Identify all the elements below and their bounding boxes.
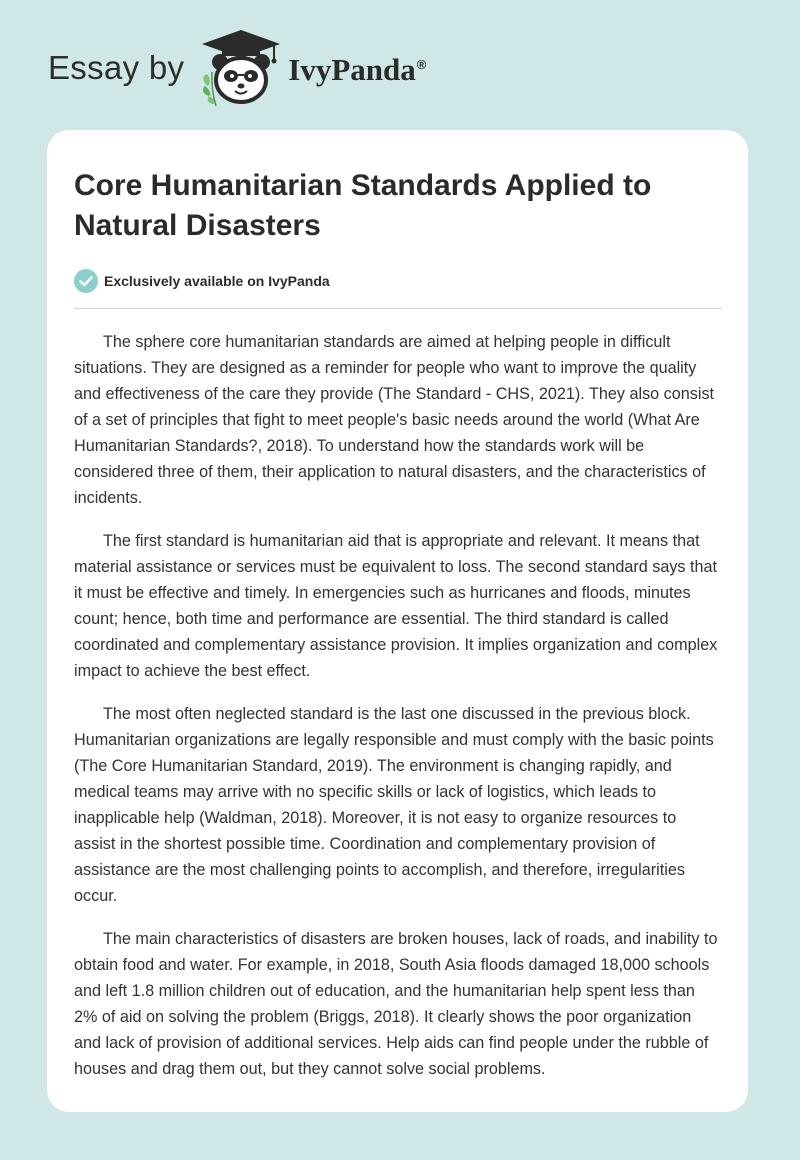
paragraph-4: The main characteristics of disasters are broken houses, lack of roads, and inability to obtain food and water. For example, in 2018, South Asia floods damaged 18,000 schools and left 1.8 million children out of education, and the humanitarian help spent less than 2% of aid on solving the problem (Briggs, 2018). It clearly shows the poor organization and lack of provision of additional services. Help aids can find people under the rubble of houses and drag them out, but they cannot solve social problems. xyxy=(74,930,718,1078)
paragraph-2: The first standard is humanitarian aid that is appropriate and relevant. It means that material assistance or services must be equivalent to loss. The second standard says that it must be effective and timely. In emergencies such as hurricanes and floods, minutes count; hence, both time and performance are essential. The third standard is called coordinated and complementary assistance provision. It implies organization and complex impact to achieve the best effect. xyxy=(74,532,718,680)
brand-header[interactable] xyxy=(48,28,426,108)
article-body xyxy=(74,329,722,1082)
check-circle-icon xyxy=(74,269,98,293)
paragraph-1: The sphere core humanitarian standards are aimed at helping people in difficult situations. They are designed as a reminder for people who want to improve the quality and effectiveness of the care they provide (The Standard - CHS, 2021). They also consist of a set of principles that fight to meet people's basic needs around the world (What Are Humanitarian Standards?, 2018). To understand how the standards work will be considered three of them, their application to natural disasters, and the characteristics of incidents. xyxy=(74,333,715,507)
exclusive-badge xyxy=(74,266,722,296)
exclusive-badge-label: Exclusively available on IvyPanda xyxy=(104,273,330,289)
article-card xyxy=(47,130,748,1112)
panda-logo-icon xyxy=(198,28,284,108)
brand-prefix: Essay by xyxy=(48,49,185,86)
article-title: Core Humanitarian Standards Applied to Natural Disasters xyxy=(74,169,652,242)
paragraph-3: The most often neglected standard is the last one discussed in the previous block. Humanitarian organizations are legally responsible and must comply with the basic points (The Core Humanitarian Standard, 2019). The environment is changing rapidly, and medical teams may arrive with no specific skills or lack of logistics, which leads to inapplicable help (Waldman, 2018). Moreover, it is not easy to organize resources to assist in the shortest possible time. Coordination and complementary provision of assistance are the most challenging points to accomplish, and therefore, irregularities occur. xyxy=(74,705,714,905)
divider xyxy=(74,308,722,309)
registered-mark: ® xyxy=(416,56,427,72)
brand-name: IvyPanda® xyxy=(288,52,427,87)
